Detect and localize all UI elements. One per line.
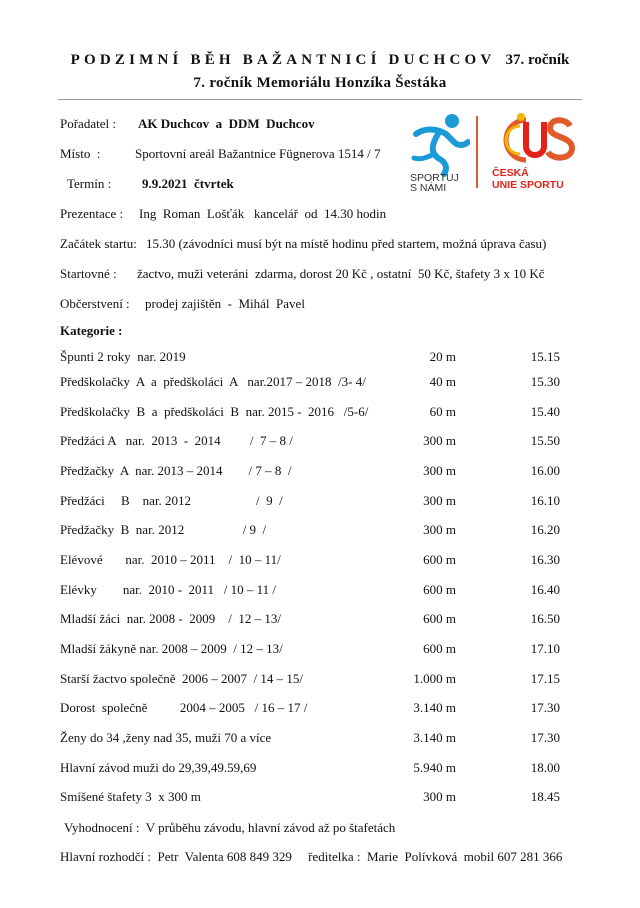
category-time: 18.45	[530, 789, 560, 804]
cus-line1: ČESKÁ	[492, 167, 529, 179]
category-name: Předžačky A nar. 2013 – 2014 / 7 – 8 /	[60, 463, 292, 478]
category-row	[60, 349, 580, 365]
category-distance: 300 m	[423, 493, 456, 508]
category-time: 15.50	[530, 433, 560, 448]
category-time: 15.15	[530, 349, 560, 364]
category-name: Špunti 2 roky nar. 2019	[60, 349, 186, 364]
category-distance: 600 m	[423, 611, 456, 626]
category-name: Předškolačky A a předškoláci A nar.2017 – 2018 /3- 4/	[60, 374, 366, 389]
category-row	[60, 522, 580, 538]
category-time: 17.15	[530, 671, 560, 686]
registration-label: Prezentace :	[60, 206, 124, 221]
date-value: 9.9.2021 čtvrtek	[142, 176, 234, 191]
category-time: 16.00	[530, 463, 560, 478]
category-name: Mladší žáci nar. 2008 - 2009 / 12 – 13/	[60, 611, 281, 626]
category-distance: 600 m	[423, 552, 456, 567]
category-time: 16.40	[530, 582, 560, 597]
category-time: 17.30	[530, 730, 560, 745]
category-row	[60, 700, 580, 716]
category-name: Předžáci B nar. 2012 / 9 /	[60, 493, 283, 508]
cus-line2: UNIE SPORTU	[492, 179, 564, 191]
category-time: 16.20	[530, 522, 560, 537]
category-row	[60, 789, 580, 805]
category-distance: 600 m	[423, 582, 456, 597]
category-row	[60, 582, 580, 598]
category-time: 15.30	[530, 374, 560, 389]
refreshments-label: Občerstvení :	[60, 296, 130, 311]
category-name: Ženy do 34 ,ženy nad 35, muži 70 a více	[60, 730, 272, 745]
category-row	[60, 433, 580, 449]
category-time: 16.10	[530, 493, 560, 508]
category-distance: 3.140 m	[413, 730, 456, 745]
category-distance: 300 m	[423, 789, 456, 804]
category-distance: 300 m	[423, 522, 456, 537]
sportuj-line2: S NÁMI	[410, 182, 447, 192]
category-distance: 20 m	[429, 349, 456, 364]
category-time: 18.00	[530, 760, 560, 775]
category-distance: 40 m	[429, 374, 456, 389]
category-row	[60, 730, 580, 746]
start-label: Začátek startu:	[60, 236, 137, 251]
start-value: 15.30 (závodníci musí být na místě hodinu před startem, možná úprava času)	[146, 236, 547, 251]
category-name: Předškolačky B a předškoláci B nar. 2015 - 2016 /5-6/	[60, 404, 369, 419]
category-distance: 5.940 m	[413, 760, 456, 775]
page-title	[0, 52, 640, 69]
title-main: PODZIMNÍ BĚH BAŽANTNICÍ DUCHCOV	[70, 52, 496, 68]
category-name: Mladší žákyně nar. 2008 – 2009 / 12 – 13/	[60, 641, 283, 656]
category-name: Předžačky B nar. 2012 / 9 /	[60, 522, 267, 537]
date-label: Termín :	[67, 176, 112, 191]
registration-value: Ing Roman Lošťák kancelář od 14.30 hodin	[139, 206, 387, 221]
organizer-label: Pořadatel :	[60, 116, 116, 131]
category-row	[60, 671, 580, 687]
evaluation-note: Vyhodnocení : V průběhu závodu, hlavní závod až po štafetách	[64, 820, 396, 835]
sportuj-line1: SPORTUJ	[410, 172, 459, 184]
category-name: Elévové nar. 2010 – 2011 / 10 – 11/	[60, 552, 281, 567]
category-time: 15.40	[530, 404, 560, 419]
category-row	[60, 611, 580, 627]
logo-separator	[476, 116, 478, 188]
category-distance: 600 m	[423, 641, 456, 656]
category-name: Předžáci A nar. 2013 - 2014 / 7 – 8 /	[60, 433, 293, 448]
title-divider	[58, 99, 582, 100]
category-distance: 60 m	[429, 404, 456, 419]
category-name: Starší žactvo společně 2006 – 2007 / 14 – 15/	[60, 671, 303, 686]
place-label: Místo :	[60, 146, 101, 161]
runner-head-icon	[445, 114, 459, 128]
category-name: Dorost společně 2004 – 2005 / 16 – 17 /	[60, 700, 308, 715]
sportuj-s-nami-logo	[408, 112, 470, 192]
refreshments-value: prodej zajištěn - Mihál Pavel	[145, 296, 305, 311]
category-row	[60, 463, 580, 479]
category-row	[60, 493, 580, 509]
category-row	[60, 641, 580, 657]
category-row	[60, 760, 580, 776]
ceska-unie-sportu-logo	[486, 112, 582, 192]
category-row	[60, 374, 580, 390]
title-edition: 37. ročník	[505, 52, 570, 68]
category-name: Elévky nar. 2010 - 2011 / 10 – 11 /	[60, 582, 277, 597]
categories-heading: Kategorie :	[60, 323, 123, 338]
page-subtitle: 7. ročník Memoriálu Honzíka Šestáka	[193, 75, 447, 91]
organizer-value: AK Duchcov a DDM Duchcov	[138, 116, 315, 131]
category-row	[60, 552, 580, 568]
category-time: 16.50	[530, 611, 560, 626]
officials-note: Hlavní rozhodčí : Petr Valenta 608 849 329 ředitelka : Marie Polívková mobil 607 281 366	[60, 849, 563, 864]
category-time: 17.30	[530, 700, 560, 715]
category-time: 16.30	[530, 552, 560, 567]
place-value: Sportovní areál Bažantnice Fügnerova 1514 / 7	[135, 146, 381, 161]
category-name: Smíšené štafety 3 x 300 m	[60, 789, 201, 804]
category-distance: 1.000 m	[413, 671, 456, 686]
category-name: Hlavní závod muži do 29,39,49.59,69	[60, 760, 257, 775]
category-distance: 3.140 m	[413, 700, 456, 715]
category-distance: 300 m	[423, 433, 456, 448]
fee-value: žactvo, muži veteráni zdarma, dorost 20 Kč , ostatní 50 Kč, štafety 3 x 10 Kč	[137, 266, 545, 281]
fee-label: Startovné :	[60, 266, 117, 281]
category-distance: 300 m	[423, 463, 456, 478]
category-row	[60, 404, 580, 420]
category-time: 17.10	[530, 641, 560, 656]
